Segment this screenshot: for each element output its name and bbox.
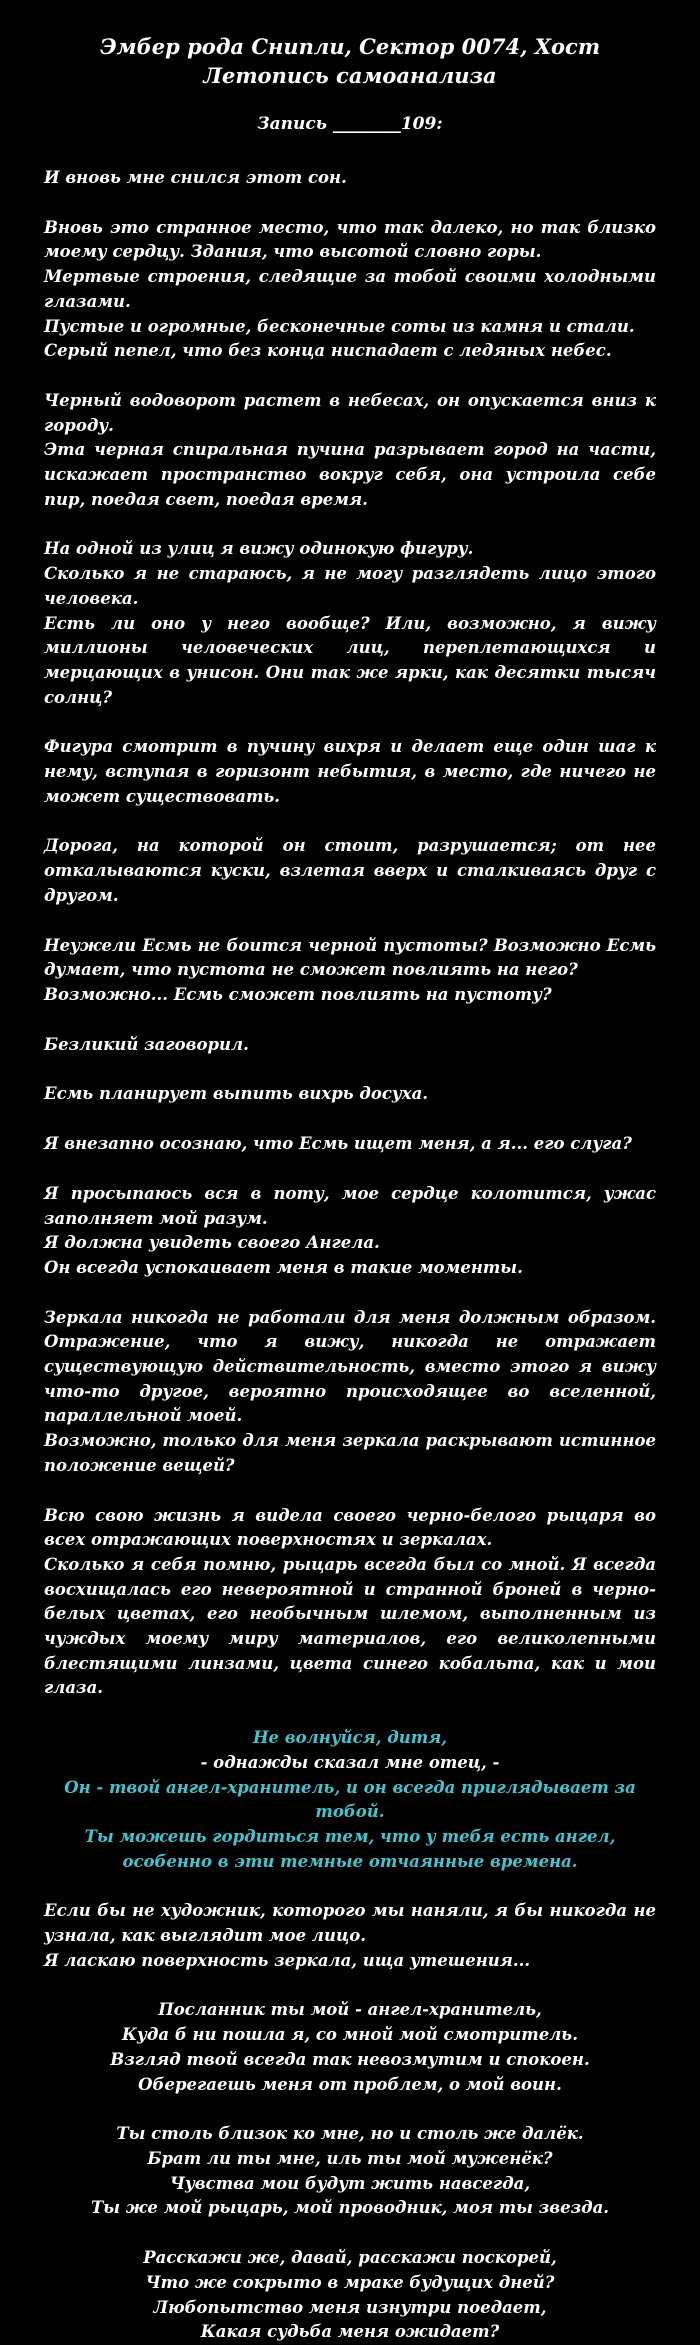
paragraph — [44, 934, 656, 1008]
quote-line: Он - твой ангел-хранитель, и он всегда приглядывает за тобой. — [64, 1777, 636, 1822]
text-line: Я ласкаю поверхность зеркала, ища утешения... — [44, 1950, 531, 1970]
text-line: Дорога, на которой он стоит, разрушается; от нее откалываются куски, взлетая вверх и сталкиваясь друг с другом. — [44, 836, 656, 905]
quote-attribution: - однажды сказал мне отец, - — [200, 1752, 500, 1772]
page-title — [44, 32, 656, 90]
poem-line: Что же сокрыто в мраке будущих дней? — [145, 2272, 555, 2292]
paragraph — [44, 1504, 656, 1702]
text-line: Эта черная спиральная пучина разрывает город на части, искажает пространство вокруг себя, она устроила себе пир, поедая свет, поедая время. — [44, 440, 656, 509]
paragraph — [44, 1899, 656, 1973]
paragraph — [44, 537, 656, 710]
poem-line: Чувства мои будут жить навсегда, — [169, 2173, 531, 2193]
title-line-1: Эмбер рода Снипли, Сектор 0074, Хост — [99, 34, 601, 59]
paragraph — [44, 1082, 656, 1107]
text-line: Мертвые строения, следящие за тобой своими холодными глазами. — [44, 267, 656, 311]
record-label: Запись ________109: — [257, 114, 443, 134]
poem-stanza — [44, 2122, 656, 2221]
text-line: Сколько я не стараюсь, я не могу разглядеть лицо этого человека. — [44, 564, 656, 608]
text-line: Я внезапно осознаю, что Есмь ищет меня, а я... его слуга? — [44, 1134, 632, 1154]
text-line: Возможно... Есмь сможет повлиять на пустоту? — [44, 984, 552, 1004]
paragraph — [44, 389, 656, 513]
paragraph — [44, 1033, 656, 1058]
text-line: Если бы не художник, которого мы наняли, я бы никогда не узнала, как выглядит мое лицо. — [44, 1901, 656, 1946]
paragraph — [44, 1306, 656, 1479]
text-line: Зеркала никогда не работали для меня должным образом. Отражение, что я вижу, никогда не отражает существующую действительность, вместо этого я вижу что-то другое, вероятно происходящее во вселенной, параллельной моей. — [44, 1307, 656, 1426]
quote-line: Не волнуйся, дитя, — [252, 1728, 448, 1748]
text-line: Есмь планирует выпить вихрь досуха. — [44, 1084, 429, 1104]
text-line: Сколько я себя помню, рыцарь всегда был со мной. Я всегда восхищалась его невероятной и странной броней в черно-белых цветах, его необычным шлемом, выполненным из чуждых моему миру материалов, его великолепными блестящими линзами, цвета синего кобальта, как и мои глаза. — [44, 1554, 656, 1698]
poem-line: Любопытство меня изнутри поедает, — [153, 2297, 547, 2317]
text-line: И вновь мне снился этот сон. — [44, 168, 347, 187]
paragraph — [44, 834, 656, 908]
poem-line: Расскажи же, давай, расскажи поскорей, — [143, 2248, 557, 2268]
text-line: На одной из улиц я вижу одинокую фигуру. — [44, 539, 474, 559]
text-line: Пустые и огромные, бесконечные соты из камня и стали. — [44, 316, 635, 336]
text-line: Всю свою жизнь я видела своего черно-белого рыцаря во всех отражающих поверхностях и зеркалах. — [44, 1505, 656, 1550]
father-quote — [44, 1726, 656, 1874]
text-line: Фигура смотрит в пучину вихря и делает еще один шаг к нему, вступая в горизонт небытия, в место, где ничего не может существовать. — [44, 737, 656, 806]
text-line: Возможно, только для меня зеркала раскрывают истинное положение вещей? — [44, 1431, 656, 1475]
text-line: Он всегда успокаивает меня в такие моменты. — [44, 1257, 523, 1277]
poem-stanza — [44, 2246, 656, 2345]
text-line: Я должна увидеть своего Ангела. — [44, 1233, 380, 1253]
title-line-2: Летопись самоанализа — [203, 63, 497, 88]
paragraph — [44, 735, 656, 809]
poem-line: Оберегаешь меня от проблем, о мой воин. — [138, 2074, 562, 2094]
paragraph — [44, 166, 656, 191]
poem-line: Ты столь близок ко мне, но и столь же далёк. — [116, 2124, 584, 2144]
text-line: Неужели Есмь не боится черной пустоты? Возможно Есмь думает, что пустота не сможет повлиять на него? — [44, 935, 656, 980]
paragraph — [44, 1132, 656, 1157]
text-line: Есть ли оно у него вообще? Или, возможно, я вижу миллионы человеческих лиц, переплетающихся и мерцающих в унисон. Они так же ярки, как десятки тысяч солнц? — [44, 613, 656, 707]
text-line: Безликий заговорил. — [44, 1034, 249, 1054]
poem-line: Куда б ни пошла я, со мной мой смотритель. — [122, 2025, 578, 2045]
paragraph — [44, 1182, 656, 1281]
text-line: Серый пепел, что без конца ниспадает с ледяных небес. — [44, 341, 612, 361]
quote-line: особенно в эти темные отчаянные времена. — [122, 1851, 578, 1871]
text-line: Черный водоворот растет в небесах, он опускается вниз к городу. — [44, 390, 656, 435]
text-line: Я просыпаюсь вся в поту, мое сердце колотится, ужас заполняет мой разум. — [44, 1183, 656, 1228]
poem-line: Брат ли ты мне, иль ты мой муженёк? — [147, 2149, 553, 2168]
quote-line: Ты можешь гордиться тем, что у тебя есть ангел, — [84, 1826, 616, 1846]
poem-line: Какая судьба меня ожидает? — [200, 2322, 500, 2342]
text-line: Вновь это странное место, что так далеко, но так близко моему сердцу. Здания, что высотой словно горы. — [44, 217, 656, 262]
poem-line: Взгляд твой всегда так невозмутим и спокоен. — [110, 2049, 590, 2069]
poem-line: Посланник ты мой - ангел-хранитель, — [158, 2000, 542, 2020]
poem-line: Ты же мой рыцарь, мой проводник, моя ты звезда. — [90, 2198, 610, 2218]
poem-stanza — [44, 1998, 656, 2097]
paragraph — [44, 216, 656, 364]
